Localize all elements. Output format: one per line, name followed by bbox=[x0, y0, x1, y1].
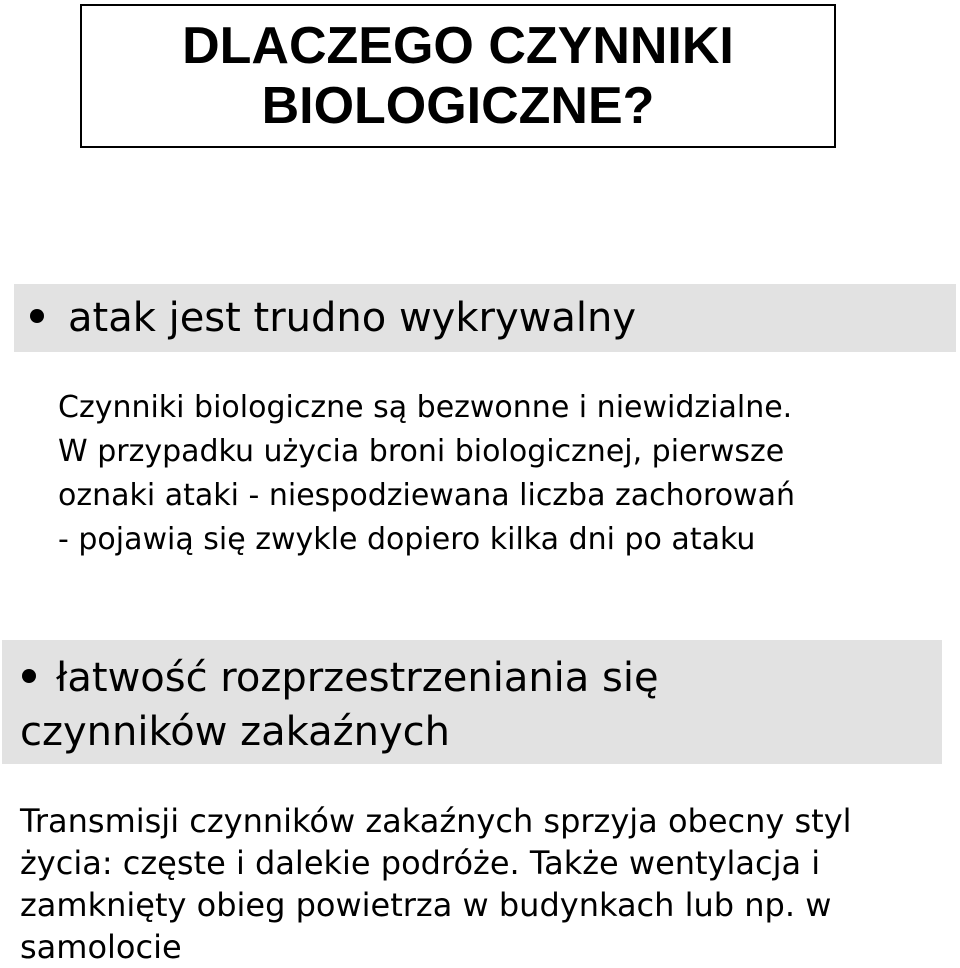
bullet-item-2 bbox=[22, 652, 659, 704]
paragraph-1 bbox=[58, 386, 795, 562]
bullet-item-2-text-line-1: łatwość rozprzestrzeniania się bbox=[56, 655, 659, 701]
title-box bbox=[80, 4, 836, 148]
page-title-line-1: DLACZEGO CZYNNIKI bbox=[182, 17, 734, 75]
paragraph-1-line: W przypadku użycia broni biologicznej, pierwsze bbox=[58, 434, 785, 469]
bullet-dot-icon bbox=[22, 669, 36, 683]
paragraph-2-line: życia: częste i dalekie podróże. Także wentylacja i bbox=[20, 844, 821, 882]
bullet-dot-icon bbox=[30, 309, 44, 323]
paragraph-2-line: samolocie bbox=[20, 928, 182, 966]
page-title-line-2: BIOLOGICZNE? bbox=[261, 77, 655, 135]
paragraph-1-line: - pojawią się zwykle dopiero kilka dni po ataku bbox=[58, 522, 756, 557]
bullet-item-1 bbox=[30, 292, 636, 344]
bullet-item-1-text: atak jest trudno wykrywalny bbox=[68, 295, 636, 341]
paragraph-2-line: Transmisji czynników zakaźnych sprzyja obecny styl bbox=[20, 802, 852, 840]
paragraph-2 bbox=[20, 800, 852, 968]
paragraph-1-line: oznaki ataki - niespodziewana liczba zachorowań bbox=[58, 478, 795, 513]
bullet-item-2-continuation: czynników zakaźnych bbox=[20, 709, 450, 755]
paragraph-1-line: Czynniki biologiczne są bezwonne i niewidzialne. bbox=[58, 390, 793, 425]
paragraph-2-line: zamknięty obieg powietrza w budynkach lub np. w bbox=[20, 886, 832, 924]
